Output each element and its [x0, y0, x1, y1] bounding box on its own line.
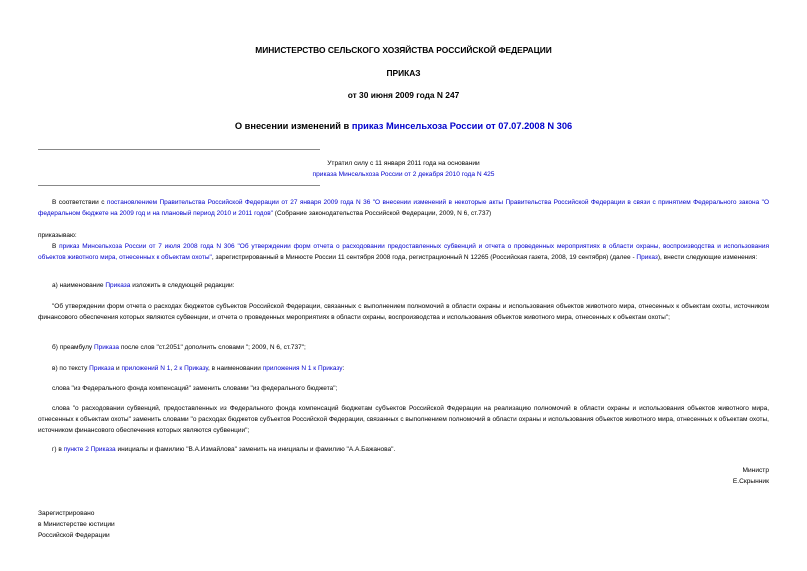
item-g-link[interactable]: пункте 2 Приказа — [63, 446, 116, 453]
signature-position: Министр — [742, 467, 769, 474]
item-g-text-1: г) в — [52, 446, 64, 453]
item-v-link-1[interactable]: Приказа — [89, 365, 115, 372]
document-date-number: от 30 июня 2009 года N 247 — [347, 90, 460, 100]
item-v — [38, 363, 769, 374]
registration-line2: в Министерстве юстиции — [38, 521, 115, 528]
item-v-link-2[interactable]: приложений N 1 — [121, 365, 171, 372]
divider-bottom — [38, 185, 320, 186]
status-note-line2 — [0, 169, 807, 181]
item-v-text-1: в) по тексту — [52, 365, 90, 372]
item-a — [38, 280, 769, 291]
ministry-heading: МИНИСТЕРСТВО СЕЛЬСКОГО ХОЗЯЙСТВА РОССИЙСКОЙ ФЕДЕРАЦИИ — [255, 45, 552, 55]
main-paragraph — [38, 241, 769, 263]
preamble-text-1: В соответствии с — [52, 199, 107, 206]
registration-line3: Российской Федерации — [38, 532, 110, 539]
item-v-text-2: и — [114, 365, 122, 372]
status-note-link[interactable]: приказа Минсельхоза России от 2 декабря 2010 года N 425 — [312, 171, 495, 178]
main-text-1: В — [52, 243, 60, 250]
preamble-paragraph — [38, 197, 769, 219]
main-link-prikaz[interactable]: Приказ — [636, 254, 658, 262]
item-b — [38, 342, 769, 353]
item-v-text-4: , в наименовании — [208, 365, 263, 372]
item-a-text: а) наименование — [52, 282, 106, 289]
status-note-line1: Утратил силу с 11 января 2011 года на основании — [327, 160, 480, 167]
item-b-link[interactable]: Приказа — [94, 344, 120, 351]
item-b-text: б) преамбулу — [52, 344, 94, 351]
document-title — [0, 121, 807, 131]
preamble-link[interactable]: постановлением Правительства Российской Федерации от 27 января 2009 года N 36 "О внесении изменений в некоторые акты Правительства Российской Федерации в связи с принятием Федерального закона "О федеральном бюджете на 2009 год и на плановый период 2010 и 2011 годов" — [38, 199, 770, 218]
item-a-text-2: изложить в следующей редакции: — [130, 282, 235, 289]
item-a-link[interactable]: Приказа — [105, 282, 131, 289]
item-v-link-4[interactable]: приложения N 1 к Приказу — [262, 365, 343, 372]
item-b-text-2: после слов "ст.2051" дополнить словами "; 2009, N 6, ст.737"; — [119, 344, 306, 351]
divider-top — [38, 149, 320, 150]
item-v-text-5: : — [342, 365, 345, 372]
main-text-3: ), внести следующие изменения: — [657, 254, 758, 262]
signature-name: Е.Скрынник — [732, 478, 769, 485]
item-g — [38, 444, 769, 455]
title-prefix: О внесении изменений в — [234, 121, 352, 131]
registration-line1: Зарегистрировано — [38, 510, 95, 517]
item-v-link-3[interactable]: 2 к Приказу — [174, 365, 209, 372]
item-g-text-2: инициалы и фамилию "В.А.Измайлова" заменить на инициалы и фамилию "А.А.Бажанова". — [115, 446, 396, 453]
main-link-order[interactable]: приказ Минсельхоза России от 7 июля 2008 года N 306 "Об утверждении форм отчета о расходовании предоставленных субвенций и отчета о проведенных мероприятиях в области охраны, воспроизводства и использования объектов животного мира, отнесенных к объектам охоты" — [38, 243, 769, 262]
main-text-2: , зарегистрированный в Минюсте России 11 сентября 2008 года, регистрационный N 12265 (Российская газета, 2008, 19 сентября) (далее - — [211, 254, 637, 262]
preamble-text-2: (Собрание законодательства Российской Федерации, 2009, N 6, ст.737) — [272, 210, 492, 218]
quote-a: "Об утверждении форм отчета о расходах бюджетов субъектов Российской Федерации, связанных с выполнением полномочий в области охраны и использования объектов животного мира, отнесенных к объектам охоты, источником финансового обеспечения которых являются субвенции, и отчета о проведенных мероприятиях в области охраны, воспроизводства и использования объектов животного мира, отнесенных к объектам охоты"; — [38, 303, 769, 322]
document-type: ПРИКАЗ — [386, 68, 421, 78]
order-word: приказываю: — [38, 232, 77, 239]
replace-1: слова "из Федерального фонда компенсаций" заменить словами "из федерального бюджета"; — [52, 385, 338, 392]
replace-2: слова "о расходовании субвенций, предоставленных из Федерального фонда компенсаций бюджетам субъектов Российской Федерации на реализацию полномочий в области охраны и использования объектов животного мира, отнесенных к объектам охоты" заменить словами "о расходах бюджетов субъектов Российской Федерации, связанных с выполнением полномочий в области охраны и использования объектов животного мира, отнесенных к объектам охоты, источником финансового обеспечения которых являются субвенции"; — [38, 405, 769, 435]
item-v-text-3: , — [170, 365, 174, 372]
title-link[interactable]: приказ Минсельхоза России от 07.07.2008 N 306 — [351, 121, 573, 131]
